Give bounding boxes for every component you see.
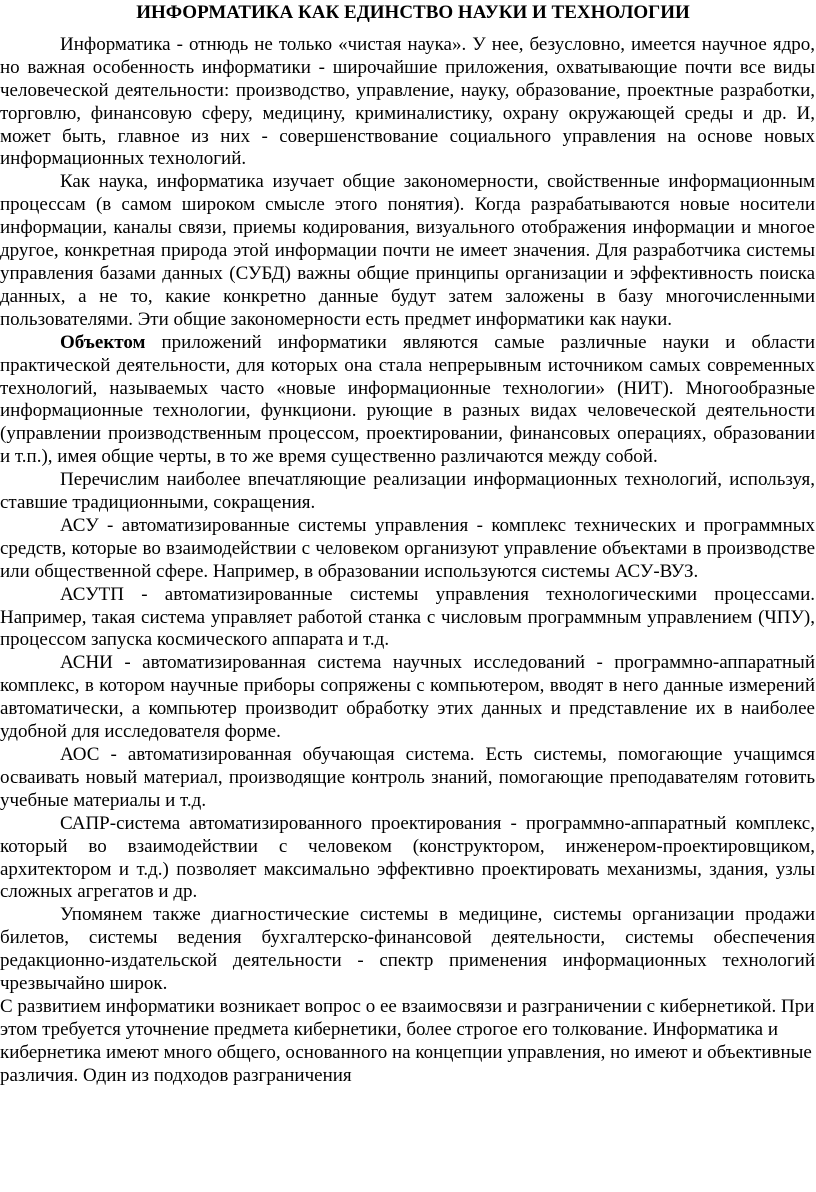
- paragraph-sapr: САПР-система автоматизированного проектирования - программно-аппаратный комплекс, который во взаимодействии с человеком (конструктором, инженером-проектировщиком, архитектором и т.д.) позволяет максимально эффективно проектировать механизмы, здания, узлы сложных агрегатов и др.: [0, 812, 815, 903]
- paragraph-science: Как наука, информатика изучает общие закономерности, свойственные информационным процессам (в самом широком смысле этого понятия). Когда разрабатываются новые носители информации, каналы связи, приемы кодирования, визуального отображения информации и многое другое, конкретная природа этой информации почти не имеет значения. Для разработчика системы управления базами данных (СУБД) важны общие принципы организации и эффективность поиска данных, а не то, какие конкретно данные будут затем заложены в базу многочисленными пользователями. Эти общие закономерности есть предмет информатики как науки.: [0, 171, 815, 330]
- paragraph-intro: Информатика - отнюдь не только «чистая наука». У нее, безусловно, имеется научное ядро, но важная особенность информатики - широчайшие приложения, охватывающие почти все виды человеческой деятельности: производство, управление, науку, образование, проектные разработки, торговлю, финансовую сферу, медицину, криминалистику, охрану окружающей среды и др. И, может быть, главное из них - совершенствование социального управления на основе новых информационных технологий.: [0, 33, 815, 170]
- paragraph-list-intro: Перечислим наиболее впечатляющие реализации информационных технологий, используя, ставшие традиционными, сокращения.: [0, 469, 815, 514]
- paragraph-asutp: АСУТП - автоматизированные системы управления технологическими процессами. Например, такая система управляет работой станка с числовым программным управлением (ЧПУ), процессом запуска космического аппарата и т.д.: [0, 583, 815, 651]
- page-title: ИНФОРМАТИКА КАК ЕДИНСТВО НАУКИ И ТЕХНОЛОГИИ: [136, 2, 690, 23]
- paragraph-object-text: приложений информатики являются самые различные науки и области практической деятельности, для которых она стала непрерывным источником самых современных технологий, называемых часто «новые информационные технологии» (НИТ). Многообразные информационные технологии, функциони. рующие в разных видах человеческой деятельности (управлении производственным процессом, проектировании, финансовых операциях, образовании и т.п.), имея общие черты, в то же время существенно различаются между собой.: [0, 331, 815, 468]
- paragraph-asni: АСНИ - автоматизированная система научных исследований - программно-аппаратный комплекс, в котором научные приборы сопряжены с компьютером, вводят в него данные измерений автоматически, а компьютер производит обработку этих данных и представление их в наиболее удобной для исследователя форме.: [0, 652, 815, 743]
- paragraph-other-systems: Упомянем также диагностические системы в медицине, системы организации продажи билетов, системы ведения бухгалтерско-финансовой деятельности, системы обеспечения редакционно-издательской деятельности - спектр применения информационных технологий чрезвычайно широк.: [0, 904, 815, 995]
- paragraph-cybernetics: С развитием информатики возникает вопрос о ее взаимосвязи и разграничении с кибернетикой. При этом требуется уточнение предмета кибернетики, более строгое его толкование. Информатика и кибернетика имеют много общего, основанного на концепции управления, но имеют и объективные различия. Один из подходов разграничения: [0, 995, 815, 1086]
- paragraph-object: [0, 332, 816, 469]
- paragraph-asu: АСУ - автоматизированные системы управления - комплекс технических и программных средств, которые во взаимодействии с человеком организуют управление объектами в производстве или общественной сфере. Например, в образовании используются системы АСУ-ВУЗ.: [0, 514, 815, 582]
- bold-term-object: Объектом: [60, 331, 146, 353]
- paragraph-aos: АОС - автоматизированная обучающая система. Есть системы, помогающие учащимся осваивать новый материал, производящие контроль знаний, помогающие преподавателям готовить учебные материалы и т.д.: [0, 744, 815, 811]
